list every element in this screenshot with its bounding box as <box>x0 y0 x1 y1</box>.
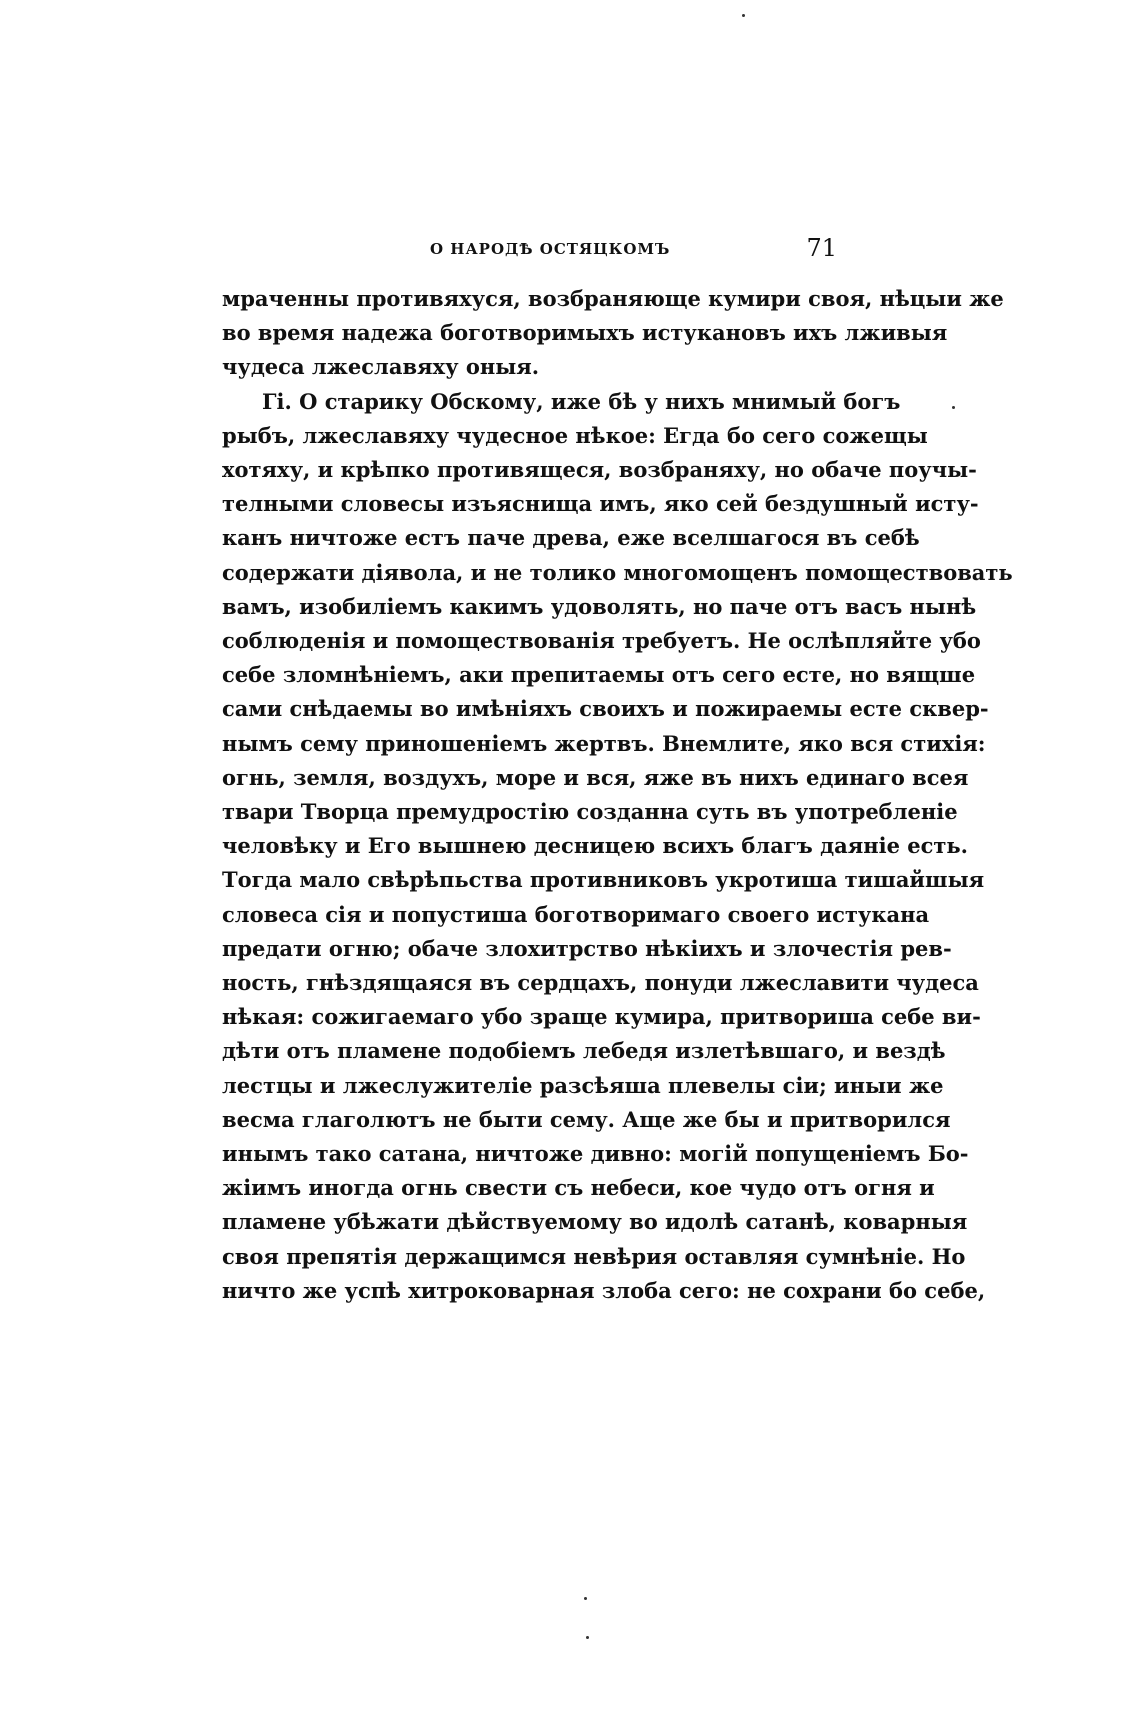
text-line: себе зломнѣніемъ, аки препитаемы отъ сего есте, но вящше <box>222 662 976 688</box>
scan-speck <box>584 1597 587 1600</box>
text-line: хотяху, и крѣпко противящеся, возбраняху, но обаче поучы- <box>222 457 977 483</box>
text-line: канъ ничтоже естъ паче древа, еже вселшагося въ себѣ <box>222 525 920 551</box>
text-line: Тогда мало свѣрѣпьства противниковъ укротиша тишайшыя <box>222 867 985 893</box>
text-line: рыбъ, лжеславяху чудесное нѣкое: Егда бо сего сожещы <box>222 422 928 448</box>
text-line: человѣку и Его вышнею десницею всихъ благъ даяніе есть. <box>222 833 968 859</box>
page-number: 71 <box>806 234 837 262</box>
text-line: своя препятія держащимся невѣрия оставляя сумнѣніе. Но <box>222 1243 966 1269</box>
text-line: чудеса лжеславяху оныя. <box>222 354 540 380</box>
text-line: предати огню; обаче злохитрство нѣкіихъ и злочестія рев- <box>222 935 952 961</box>
text-line <box>222 385 901 419</box>
text-line: соблюденія и помоществованія требуетъ. Не ослѣпляйте убо <box>222 628 981 654</box>
text-line: огнь, земля, воздухъ, море и вся, яже въ нихъ единаго всея <box>222 764 969 790</box>
text-line: сами снѣдаемы во имѣніяхъ своихъ и пожираемы есте сквер- <box>222 696 989 722</box>
text-line: пламене убѣжати дѣйствуемому во идолѣ сатанѣ, коварныя <box>222 1209 968 1235</box>
running-head: О НАРОДѢ ОСТЯЦКОМЪ <box>430 240 671 258</box>
text-line: весма глаголютъ не быти сему. Аще же бы и притворился <box>222 1106 951 1132</box>
text-line: нѣкая: сожигаемаго убо зраще кумира, притвориша себе ви- <box>222 1004 981 1030</box>
paragraph <box>222 282 1004 385</box>
paragraph <box>222 385 1013 1308</box>
body-text <box>222 282 1013 1308</box>
text-line: жіимъ иногда огнь свести съ небеси, кое чудо отъ огня и <box>222 1175 935 1201</box>
text-line: мраченны противяхуся, возбраняюще кумири своя, нѣцыи же <box>222 286 1004 311</box>
text-line: содержати діявола, и не толико многомощенъ помоществовать <box>222 559 1013 585</box>
page-header <box>222 236 837 270</box>
text-line: нымъ сему приношеніемъ жертвъ. Внемлите, яко вся стихія: <box>222 730 986 756</box>
text-line: инымъ тако сатана, ничтоже дивно: могій попущеніемъ Бо- <box>222 1141 969 1167</box>
text-line: дѣти отъ пламене подобіемъ лебедя излетѣвшаго, и вездѣ <box>222 1038 946 1064</box>
text-line: ность, гнѣздящаяся въ сердцахъ, понуди лжеславити чудеса <box>222 970 979 996</box>
text-line: лестцы и лжеслужителіе разсѣяша плевелы сіи; иныи же <box>222 1072 944 1098</box>
text-line: телными словесы изъяснища имъ, яко сей бездушный исту- <box>222 491 979 517</box>
text-line: во время надежа боготворимыхъ истукановъ ихъ лживыя <box>222 320 948 346</box>
section-number: Гі. <box>262 388 292 414</box>
scan-speck <box>952 406 955 409</box>
text-line: вамъ, изобиліемъ какимъ удоволять, но паче отъ васъ нынѣ <box>222 593 977 619</box>
text-line: словеса сія и попустиша боготворимаго своего истукана <box>222 901 930 927</box>
text-line: ничто же успѣ хитроковарная злоба сего: не сохрани бо себе, <box>222 1277 986 1303</box>
scan-speck <box>742 14 745 17</box>
text-line-content: О старику Обскому, иже бѣ у нихъ мнимый богъ <box>299 388 901 414</box>
scan-speck <box>586 1636 589 1639</box>
text-line: твари Творца премудростію созданна суть въ употребленіе <box>222 799 958 825</box>
